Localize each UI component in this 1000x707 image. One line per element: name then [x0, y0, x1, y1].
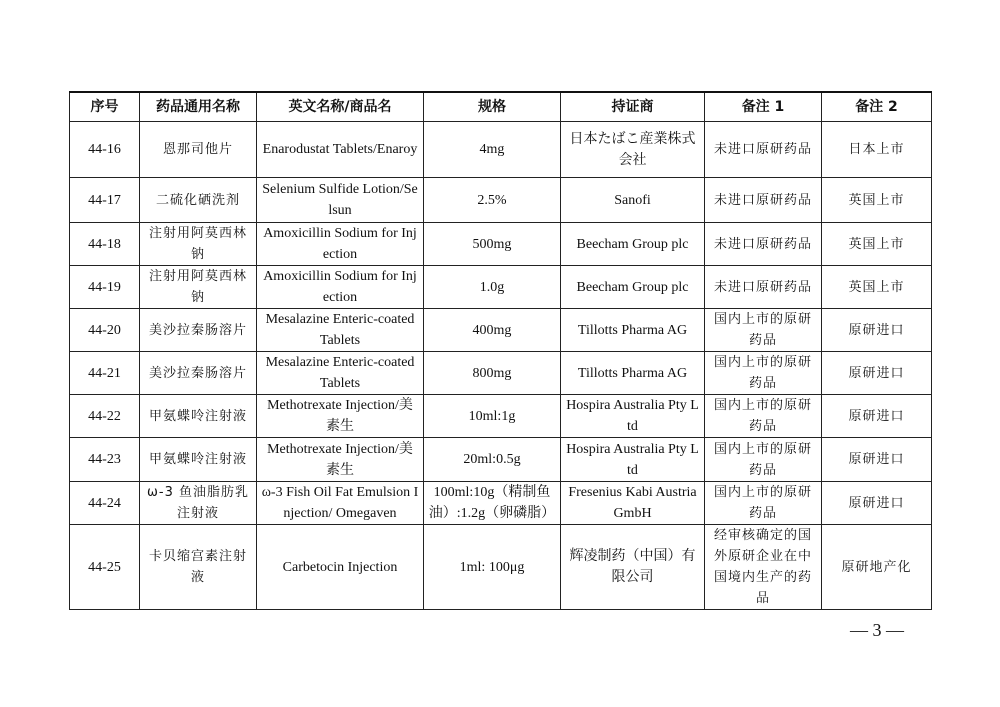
cell-note-2: 英国上市: [822, 266, 932, 309]
cell-note-2: 原研进口: [822, 438, 932, 482]
cell-english-name: Enarodustat Tablets/Enaroy: [257, 122, 424, 178]
cell-serial-no: 44-24: [70, 482, 140, 525]
table-row: [70, 178, 932, 223]
cell-generic-name: 恩那司他片: [140, 122, 257, 178]
cell-note-2: 英国上市: [822, 178, 932, 223]
cell-serial-no: 44-17: [70, 178, 140, 223]
cell-note-1: 国内上市的原研药品: [705, 438, 822, 482]
cell-serial-no: 44-21: [70, 352, 140, 395]
cell-english-name: Amoxicillin Sodium for Injection: [257, 223, 424, 266]
table-header: [70, 92, 932, 122]
header-holder: 持证商: [561, 92, 705, 122]
table-row: [70, 223, 932, 266]
header-serial-no: 序号: [70, 92, 140, 122]
table-row: [70, 482, 932, 525]
cell-spec: 4mg: [424, 122, 561, 178]
cell-serial-no: 44-16: [70, 122, 140, 178]
cell-note-1: 经审核确定的国外原研企业在中国境内生产的药品: [705, 525, 822, 610]
table-row: [70, 309, 932, 352]
cell-holder: Hospira Australia Pty Ltd: [561, 438, 705, 482]
cell-holder: 辉凌制药（中国）有限公司: [561, 525, 705, 610]
cell-spec: 400mg: [424, 309, 561, 352]
cell-note-2: 原研进口: [822, 395, 932, 438]
cell-serial-no: 44-25: [70, 525, 140, 610]
drug-list-table: [69, 91, 932, 610]
cell-english-name: Selenium Sulfide Lotion/Selsun: [257, 178, 424, 223]
table-row: [70, 352, 932, 395]
cell-holder: Tillotts Pharma AG: [561, 352, 705, 395]
cell-spec: 2.5%: [424, 178, 561, 223]
cell-holder: Beecham Group plc: [561, 223, 705, 266]
cell-note-1: 未进口原研药品: [705, 178, 822, 223]
cell-english-name: Mesalazine Enteric-coated Tablets: [257, 309, 424, 352]
cell-serial-no: 44-18: [70, 223, 140, 266]
cell-note-1: 国内上市的原研药品: [705, 395, 822, 438]
cell-generic-name: 甲氨蝶呤注射液: [140, 395, 257, 438]
cell-generic-name: 美沙拉秦肠溶片: [140, 309, 257, 352]
cell-english-name: Methotrexate Injection/美素生: [257, 438, 424, 482]
cell-generic-name: 甲氨蝶呤注射液: [140, 438, 257, 482]
header-note-2: 备注 2: [822, 92, 932, 122]
header-row: [70, 92, 932, 122]
cell-note-2: 原研进口: [822, 309, 932, 352]
cell-holder: Fresenius Kabi Austria GmbH: [561, 482, 705, 525]
cell-note-1: 国内上市的原研药品: [705, 309, 822, 352]
table-row: [70, 525, 932, 610]
cell-note-1: 国内上市的原研药品: [705, 352, 822, 395]
header-english-name: 英文名称/商品名: [257, 92, 424, 122]
cell-holder: Sanofi: [561, 178, 705, 223]
header-generic-name: 药品通用名称: [140, 92, 257, 122]
cell-spec: 1ml: 100μg: [424, 525, 561, 610]
cell-generic-name: 注射用阿莫西林钠: [140, 266, 257, 309]
cell-english-name: Methotrexate Injection/美素生: [257, 395, 424, 438]
cell-note-2: 英国上市: [822, 223, 932, 266]
cell-note-2: 原研进口: [822, 352, 932, 395]
cell-english-name: Amoxicillin Sodium for Injection: [257, 266, 424, 309]
cell-holder: 日本たばこ産業株式会社: [561, 122, 705, 178]
cell-spec: 100ml:10g（精制鱼油）:1.2g（卵磷脂）: [424, 482, 561, 525]
table-row: [70, 395, 932, 438]
cell-serial-no: 44-20: [70, 309, 140, 352]
cell-note-2: 原研进口: [822, 482, 932, 525]
cell-note-2: 日本上市: [822, 122, 932, 178]
cell-generic-name: ω-3 鱼油脂肪乳注射液: [140, 482, 257, 525]
cell-spec: 20ml:0.5g: [424, 438, 561, 482]
header-note-1: 备注 1: [705, 92, 822, 122]
cell-spec: 1.0g: [424, 266, 561, 309]
cell-holder: Tillotts Pharma AG: [561, 309, 705, 352]
cell-note-1: 国内上市的原研药品: [705, 482, 822, 525]
cell-holder: Beecham Group plc: [561, 266, 705, 309]
cell-serial-no: 44-19: [70, 266, 140, 309]
cell-english-name: Carbetocin Injection: [257, 525, 424, 610]
table-body: [70, 122, 932, 610]
cell-english-name: ω-3 Fish Oil Fat Emulsion Injection/ Omegaven: [257, 482, 424, 525]
cell-serial-no: 44-23: [70, 438, 140, 482]
table-row: [70, 266, 932, 309]
cell-generic-name: 二硫化硒洗剂: [140, 178, 257, 223]
cell-note-1: 未进口原研药品: [705, 122, 822, 178]
header-spec: 规格: [424, 92, 561, 122]
cell-generic-name: 卡贝缩宫素注射液: [140, 525, 257, 610]
cell-note-1: 未进口原研药品: [705, 266, 822, 309]
table-row: [70, 122, 932, 178]
cell-generic-name: 美沙拉秦肠溶片: [140, 352, 257, 395]
cell-spec: 800mg: [424, 352, 561, 395]
cell-generic-name: 注射用阿莫西林钠: [140, 223, 257, 266]
page-number: — 3 —: [850, 620, 904, 640]
cell-spec: 10ml:1g: [424, 395, 561, 438]
cell-note-1: 未进口原研药品: [705, 223, 822, 266]
cell-english-name: Mesalazine Enteric-coated Tablets: [257, 352, 424, 395]
cell-serial-no: 44-22: [70, 395, 140, 438]
table-row: [70, 438, 932, 482]
cell-spec: 500mg: [424, 223, 561, 266]
cell-holder: Hospira Australia Pty Ltd: [561, 395, 705, 438]
cell-note-2: 原研地产化: [822, 525, 932, 610]
